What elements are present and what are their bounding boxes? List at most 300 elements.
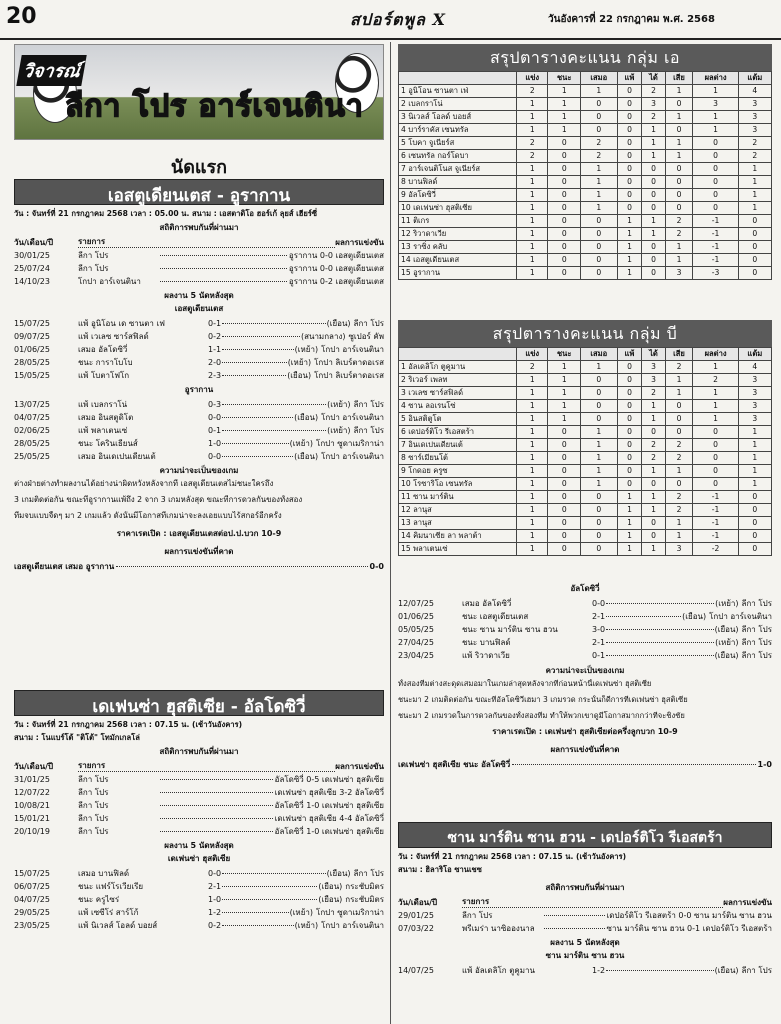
- stat-cell: 2: [517, 361, 548, 374]
- stat-cell: 0: [548, 254, 581, 267]
- form-venue: (เยือน): [714, 624, 739, 634]
- table-row: [399, 439, 772, 452]
- table-row: [399, 426, 772, 439]
- stat-cell: 0: [548, 215, 581, 228]
- stat-cell: 0: [548, 530, 581, 543]
- stat-cell: 0: [617, 189, 642, 202]
- column-header: แพ้: [617, 348, 642, 361]
- table-row: [14, 893, 384, 906]
- dotted-leader: [606, 616, 681, 617]
- stat-cell: 0: [581, 387, 618, 400]
- form-result: เสมอ อินสตูดิโต: [78, 412, 134, 422]
- table-row: [14, 919, 384, 932]
- form-venue: (เยือน): [714, 965, 739, 975]
- prediction-score: 1-0: [757, 759, 772, 769]
- stat-cell: 1: [617, 530, 642, 543]
- form-score: 2-0: [208, 357, 222, 367]
- stat-cell: 1: [665, 465, 693, 478]
- form-result: ชนะ โครินเธียนส์: [78, 438, 138, 448]
- stat-cell: 0: [548, 426, 581, 439]
- stat-cell: 0: [617, 439, 642, 452]
- stat-cell: 0: [642, 267, 665, 280]
- h2h-result: ซาน มาร์ติน ซาน ฮวน 0-1 เดปอร์ติโว รีเอสตร้า: [606, 923, 772, 933]
- team-name: 8 ซาร์เมียนโต้: [399, 452, 517, 465]
- stat-cell: 0: [665, 202, 693, 215]
- stat-cell: 1: [665, 530, 693, 543]
- stat-cell: 1: [517, 413, 548, 426]
- stat-cell: -3: [693, 267, 738, 280]
- h2h-date: 12/07/22: [14, 787, 50, 797]
- form-result: ชนะ การาโบโบ: [78, 357, 133, 367]
- stat-cell: 0: [642, 163, 665, 176]
- form-competition: ลีกา โปร: [353, 399, 384, 409]
- form-competition: ลีกา โปร: [353, 868, 384, 878]
- column-header-comp: รายการ: [78, 237, 335, 248]
- form-venue: (เยือน): [326, 318, 351, 328]
- stat-cell: 1: [517, 98, 548, 111]
- stat-cell: 4: [738, 361, 771, 374]
- stat-cell: 1: [642, 150, 665, 163]
- form-date: 15/07/25: [14, 318, 50, 328]
- stat-cell: 0: [581, 400, 618, 413]
- table-row: [398, 964, 772, 977]
- table-row: [14, 356, 384, 369]
- h2h-date: 25/07/24: [14, 263, 50, 273]
- h2h-date: 30/01/25: [14, 250, 50, 260]
- stat-cell: 1: [548, 85, 581, 98]
- form-date: 28/05/25: [14, 438, 50, 448]
- dotted-leader: [544, 928, 605, 929]
- stat-cell: 0: [693, 202, 738, 215]
- table-row: [14, 880, 384, 893]
- form-venue: (เหย้า): [294, 920, 319, 930]
- table-row: [399, 137, 772, 150]
- column-header: แข่ง: [517, 348, 548, 361]
- stat-cell: 3: [738, 111, 771, 124]
- match-title-banner: เอสตูเดียนเตส - อูรากาน: [14, 179, 384, 205]
- form-result: ชนะ ครูไซร่: [78, 894, 120, 904]
- table-row: [399, 176, 772, 189]
- form-score: 1-2: [592, 965, 606, 975]
- table-row: [399, 478, 772, 491]
- dotted-leader: [116, 566, 367, 567]
- column-header-result: ผลการแข่งขัน: [335, 761, 384, 771]
- stat-cell: 0: [617, 124, 642, 137]
- stat-cell: 0: [581, 98, 618, 111]
- team-name: 11 ติเกร: [399, 215, 517, 228]
- match-info: วัน : จันทร์ที่ 21 กรกฎาคม 2568 เวลา : 07.15 น. (เช้าวันอังคาร): [398, 852, 627, 861]
- stat-cell: 2: [665, 504, 693, 517]
- table-row: [398, 909, 772, 922]
- stat-cell: 1: [548, 400, 581, 413]
- team-name: 3 เวเลซ ซาร์สฟิลด์: [399, 387, 517, 400]
- stat-cell: 1: [517, 374, 548, 387]
- form-result: ชนะ บานฟิลด์: [462, 637, 511, 647]
- stat-cell: -2: [693, 543, 738, 556]
- stat-cell: 1: [581, 202, 618, 215]
- form-venue: (เยือน): [318, 881, 343, 891]
- dotted-leader: [222, 417, 293, 418]
- stat-cell: 1: [738, 478, 771, 491]
- table-row: [399, 85, 772, 98]
- stat-cell: -1: [693, 530, 738, 543]
- column-header: แต้ม: [738, 348, 771, 361]
- stat-cell: 2: [665, 439, 693, 452]
- stat-cell: 1: [642, 465, 665, 478]
- table-row: [399, 228, 772, 241]
- h2h-competition: ลีกา โปร: [78, 800, 109, 810]
- stat-cell: 1: [665, 254, 693, 267]
- stat-cell: 1: [517, 504, 548, 517]
- stat-cell: 2: [642, 85, 665, 98]
- odds-line: ราคาเรตเปิด : เดเฟนซ่า ฮุสติเซียต่อครึ่งลูกบวก 10-9: [492, 727, 678, 736]
- match-3: [398, 822, 772, 977]
- h2h-competition: ลีกา โปร: [78, 250, 109, 260]
- h2h-competition: โกปา อาร์เจนตินา: [78, 276, 141, 286]
- stat-cell: 0: [617, 111, 642, 124]
- team-name: 9 โกดอย ครูซ: [399, 465, 517, 478]
- form-competition: ซูเปอร์ คัพ: [348, 331, 384, 341]
- form-date: 14/07/25: [398, 965, 434, 975]
- dotted-leader: [222, 430, 326, 431]
- form-date: 06/07/25: [14, 881, 50, 891]
- stat-cell: 1: [517, 267, 548, 280]
- h2h-header: [398, 896, 772, 909]
- analysis-text: ทีมจบแบบจืดๆ มา 2 เกมแล้ว ดังนั้นมีโอกาสที่เกมน่าจะลงเอยแบบไร้สกอร์อีกครั้ง: [14, 511, 282, 520]
- stat-cell: 0: [548, 465, 581, 478]
- team-name: 7 อาร์เจนติโนส จูเนียร์ส: [399, 163, 517, 176]
- analysis-text: ต่างฝ่ายต่างทำผลงานได้อย่างน่าผิดหวังหลังจากที่ เอสตูเดียนเตสไม่ชนะใครถึง: [14, 479, 274, 488]
- stat-cell: 0: [693, 465, 738, 478]
- h2h-heading: สถิติการพบกันที่ผ่านมา: [545, 883, 625, 892]
- prediction-text: เอสตูเดียนเตส เสมอ อูรากาน: [14, 561, 115, 571]
- dotted-leader: [606, 642, 714, 643]
- table-row: [399, 124, 772, 137]
- prediction: [14, 560, 384, 573]
- form-competition: โกปา อาร์เจนตินา: [321, 920, 384, 930]
- table-row: [399, 543, 772, 556]
- form-competition: โกปา อาร์เจนตินา: [321, 412, 384, 422]
- page-header: [0, 0, 781, 40]
- stat-cell: 0: [642, 202, 665, 215]
- form-date: 28/05/25: [14, 357, 50, 367]
- stat-cell: 4: [738, 85, 771, 98]
- table-header-row: [399, 72, 772, 85]
- table-row: [14, 424, 384, 437]
- stat-cell: 0: [617, 387, 642, 400]
- stat-cell: 2: [693, 374, 738, 387]
- stat-cell: 3: [738, 98, 771, 111]
- column-header: ชนะ: [548, 72, 581, 85]
- dotted-leader: [606, 629, 714, 630]
- form-venue: (เหย้า): [715, 598, 739, 608]
- stat-cell: 1: [517, 228, 548, 241]
- match-title-banner: ซาน มาร์ติน ซาน ฮวน - เดปอร์ติโว รีเอสตร้า: [398, 822, 772, 848]
- form-venue: (เหย้า): [294, 344, 319, 354]
- dotted-leader: [222, 362, 287, 363]
- stat-cell: 1: [665, 241, 693, 254]
- stat-cell: 0: [738, 254, 771, 267]
- team-name: 11 ซาน มาร์ติน: [399, 491, 517, 504]
- stat-cell: 1: [642, 228, 665, 241]
- table-row: [398, 597, 772, 610]
- stat-cell: 0: [617, 202, 642, 215]
- h2h-date: 07/03/22: [398, 923, 434, 933]
- prediction-text: เดเฟนซ่า ฮุสติเซีย ชนะ อัลโดซิวี่: [398, 759, 511, 769]
- stat-cell: 3: [738, 413, 771, 426]
- stat-cell: 0: [642, 241, 665, 254]
- stat-cell: 1: [642, 413, 665, 426]
- stat-cell: 1: [665, 111, 693, 124]
- stat-cell: 1: [517, 543, 548, 556]
- stat-cell: 0: [693, 163, 738, 176]
- match-info: วัน : จันทร์ที่ 21 กรกฎาคม 2568 เวลา : 07.15 น. (เช้าวันอังคาร): [14, 720, 243, 729]
- stat-cell: 2: [517, 137, 548, 150]
- stat-cell: 3: [738, 387, 771, 400]
- stat-cell: 0: [617, 465, 642, 478]
- stat-cell: 0: [665, 478, 693, 491]
- column-header-date: วัน/เดือน/ปี: [398, 897, 438, 907]
- stat-cell: 0: [665, 176, 693, 189]
- form-venue: (สนามกลาง): [300, 331, 346, 341]
- stat-cell: 0: [617, 163, 642, 176]
- stat-cell: 1: [642, 215, 665, 228]
- h2h-result: อูรากาน 0-0 เอสตูเดียนเตส: [288, 250, 384, 260]
- analysis-text: ชนะมา 2 เกมรวดในการดวลกันของทั้งสองทีม ทำให้พวกเขาดูมีโอกาสมากกว่าที่จะชิงชัย: [398, 711, 685, 720]
- stat-cell: 1: [548, 98, 581, 111]
- odds-line: ราคาเรตเปิด : เอสตูเดียนเตสต่อป.ป.บวก 10-9: [116, 529, 282, 538]
- h2h-heading: สถิติการพบกันที่ผ่านมา: [159, 747, 239, 756]
- dotted-leader: [222, 912, 289, 913]
- column-header: เสีย: [665, 72, 693, 85]
- stat-cell: 0: [665, 124, 693, 137]
- stat-cell: 0: [738, 491, 771, 504]
- stat-cell: 1: [617, 517, 642, 530]
- column-header: แพ้: [617, 72, 642, 85]
- form-competition: โกปา ลิเบร์ตาดอเรส: [314, 370, 384, 380]
- stat-cell: 1: [517, 176, 548, 189]
- h2h-date: 10/08/21: [14, 800, 50, 810]
- prediction-heading: ผลการแข่งขันที่คาด: [164, 547, 234, 556]
- stat-cell: 0: [642, 176, 665, 189]
- table-row: [399, 361, 772, 374]
- h2h-result: เดปอร์ติโว รีเอสตร้า 0-0 ซาน มาร์ติน ซาน ฮวน: [606, 910, 772, 920]
- form-date: 23/04/25: [398, 650, 434, 660]
- form-date: 01/06/25: [398, 611, 434, 621]
- form-date: 15/07/25: [14, 868, 50, 878]
- stat-cell: 2: [642, 452, 665, 465]
- stat-cell: 1: [517, 426, 548, 439]
- stat-cell: 1: [665, 374, 693, 387]
- stat-cell: 3: [665, 267, 693, 280]
- column-header: [399, 72, 517, 85]
- table-row: [399, 202, 772, 215]
- stat-cell: 1: [642, 124, 665, 137]
- stat-cell: 3: [693, 98, 738, 111]
- team-name: 1 อัลเดลิโก ตูคูมาน: [399, 361, 517, 374]
- form-venue: (เหย้า): [327, 425, 351, 435]
- table-row: [14, 867, 384, 880]
- form-score: 0-1: [592, 650, 606, 660]
- team-name: 1 อูนิโอน ซานตา เฟ่: [399, 85, 517, 98]
- team-name: 2 เบลกราโน่: [399, 98, 517, 111]
- form-heading: ผลงาน 5 นัดหลังสุด: [164, 291, 234, 300]
- dotted-leader: [222, 873, 326, 874]
- form-score: 2-1: [592, 637, 606, 647]
- h2h-result: อูรากาน 0-0 เอสตูเดียนเตส: [288, 263, 384, 273]
- stat-cell: 1: [581, 361, 618, 374]
- match-title-banner: เดเฟนซ่า ฮุสติเซีย - อัลโดซิวี่: [14, 690, 384, 716]
- stat-cell: 0: [738, 228, 771, 241]
- stat-cell: 1: [738, 439, 771, 452]
- table-row: [14, 262, 384, 275]
- stat-cell: 0: [617, 452, 642, 465]
- form-date: 02/06/25: [14, 425, 50, 435]
- table-row: [399, 98, 772, 111]
- stat-cell: 1: [693, 400, 738, 413]
- stat-cell: 1: [517, 215, 548, 228]
- dotted-leader: [512, 764, 755, 765]
- column-header: ผลต่าง: [693, 72, 738, 85]
- form-result: แพ้ นิเวลส์ โอลด์ บอยส์: [78, 920, 158, 930]
- analysis-heading: ความน่าจะเป็นของเกม: [545, 666, 625, 675]
- column-header-date: วัน/เดือน/ปี: [14, 761, 54, 771]
- stat-cell: 0: [581, 124, 618, 137]
- stat-cell: 1: [693, 361, 738, 374]
- form-competition: ลีกา โปร: [741, 965, 772, 975]
- team-name: 13 ราซิ่ง คลับ: [399, 241, 517, 254]
- table-row: [14, 437, 384, 450]
- stat-cell: 1: [738, 176, 771, 189]
- column-header: แต้ม: [738, 72, 771, 85]
- page-number: 20: [6, 4, 37, 29]
- form-date: 01/06/25: [14, 344, 50, 354]
- form-date: 13/07/25: [14, 399, 50, 409]
- table-row: [399, 413, 772, 426]
- h2h-competition: พรีเมร่า นาซิอองนาล: [462, 923, 535, 933]
- form-date: 05/05/25: [398, 624, 434, 634]
- issue-date: วันอังคารที่ 22 กรกฎาคม พ.ศ. 2568: [548, 14, 715, 25]
- stat-cell: 1: [517, 452, 548, 465]
- table-row: [14, 317, 384, 330]
- stat-cell: 1: [617, 215, 642, 228]
- table-row: [14, 398, 384, 411]
- team-name: 2 ริเวอร์ เพลท: [399, 374, 517, 387]
- stat-cell: 1: [693, 85, 738, 98]
- dotted-leader: [222, 443, 289, 444]
- stat-cell: 0: [693, 452, 738, 465]
- stat-cell: 0: [548, 163, 581, 176]
- h2h-competition: ลีกา โปร: [462, 910, 493, 920]
- stat-cell: 0: [617, 426, 642, 439]
- stat-cell: 0: [665, 400, 693, 413]
- form-score: 0-0: [208, 451, 222, 461]
- column-header-date: วัน/เดือน/ปี: [14, 237, 54, 247]
- table-row: [399, 150, 772, 163]
- table-row: [14, 275, 384, 288]
- form-score: 1-2: [208, 907, 222, 917]
- stat-cell: -1: [693, 517, 738, 530]
- stat-cell: 0: [581, 491, 618, 504]
- stat-cell: 1: [693, 111, 738, 124]
- team-a-name: ซาน มาร์ติน ซาน ฮวน: [545, 951, 625, 960]
- table-row: [399, 491, 772, 504]
- dotted-leader: [222, 456, 293, 457]
- dotted-leader: [160, 818, 273, 819]
- h2h-competition: ลีกา โปร: [78, 787, 109, 797]
- stat-cell: 0: [548, 137, 581, 150]
- match-2-continued: [398, 584, 772, 771]
- column-header: ได้: [642, 348, 665, 361]
- column-divider: [390, 42, 391, 1024]
- stat-cell: 0: [617, 85, 642, 98]
- table-row: [399, 163, 772, 176]
- form-date: 27/04/25: [398, 637, 434, 647]
- match-info: วัน : จันทร์ที่ 21 กรกฎาคม 2568 เวลา : 05.00 น. สนาม : เอสตาดิโอ ฮอร์เก้ ลุยส์ เฮียร์ซี่: [14, 209, 318, 218]
- stat-cell: 0: [581, 267, 618, 280]
- table-row: [399, 267, 772, 280]
- h2h-date: 20/10/19: [14, 826, 50, 836]
- form-score: 0-0: [592, 598, 606, 608]
- h2h-competition: ลีกา โปร: [78, 263, 109, 273]
- stat-cell: 0: [548, 241, 581, 254]
- stat-cell: 1: [548, 361, 581, 374]
- form-result: ชนะ ซาน มาร์ติน ซาน ฮวน: [462, 624, 558, 634]
- form-result: เสมอ บานฟิลด์: [78, 868, 130, 878]
- stadium: สนาม : ฮิลาริโอ ซานเชซ: [398, 865, 482, 874]
- stat-cell: 0: [617, 150, 642, 163]
- form-venue: (เหย้า): [289, 907, 314, 917]
- stat-cell: -1: [693, 228, 738, 241]
- table-row: [399, 465, 772, 478]
- stat-cell: 0: [642, 189, 665, 202]
- stat-cell: 1: [642, 543, 665, 556]
- stat-cell: 1: [617, 254, 642, 267]
- table-row: [398, 636, 772, 649]
- table-row: [399, 530, 772, 543]
- form-score: 3-0: [592, 624, 606, 634]
- stat-cell: 0: [581, 413, 618, 426]
- stat-cell: 0: [548, 189, 581, 202]
- h2h-competition: ลีกา โปร: [78, 813, 109, 823]
- stat-cell: 1: [581, 478, 618, 491]
- table-row: [399, 111, 772, 124]
- stat-cell: -1: [693, 491, 738, 504]
- stat-cell: 0: [548, 150, 581, 163]
- dotted-leader: [222, 404, 326, 405]
- team-name: 10 เดเฟนซ่า ฮุสติเซีย: [399, 202, 517, 215]
- form-score: 0-2: [208, 331, 222, 341]
- dotted-leader: [222, 886, 317, 887]
- form-score: 0-1: [208, 318, 222, 328]
- table-row: [14, 450, 384, 463]
- team-name: 14 คิมนาเซีย ลา พลาต้า: [399, 530, 517, 543]
- h2h-date: 29/01/25: [398, 910, 434, 920]
- stat-cell: 1: [642, 504, 665, 517]
- team-name: 5 อินสติตูโต: [399, 413, 517, 426]
- dotted-leader: [160, 831, 273, 832]
- stat-cell: 2: [738, 137, 771, 150]
- form-result: ชนะ แฟร์โรเวียเรีย: [78, 881, 144, 891]
- form-venue: (เหย้า): [287, 357, 312, 367]
- stat-cell: 1: [581, 176, 618, 189]
- form-date: 09/07/25: [14, 331, 50, 341]
- form-date: 23/05/25: [14, 920, 50, 930]
- stat-cell: 0: [581, 215, 618, 228]
- stat-cell: 0: [642, 478, 665, 491]
- dotted-leader: [160, 268, 287, 269]
- dotted-leader: [222, 323, 326, 324]
